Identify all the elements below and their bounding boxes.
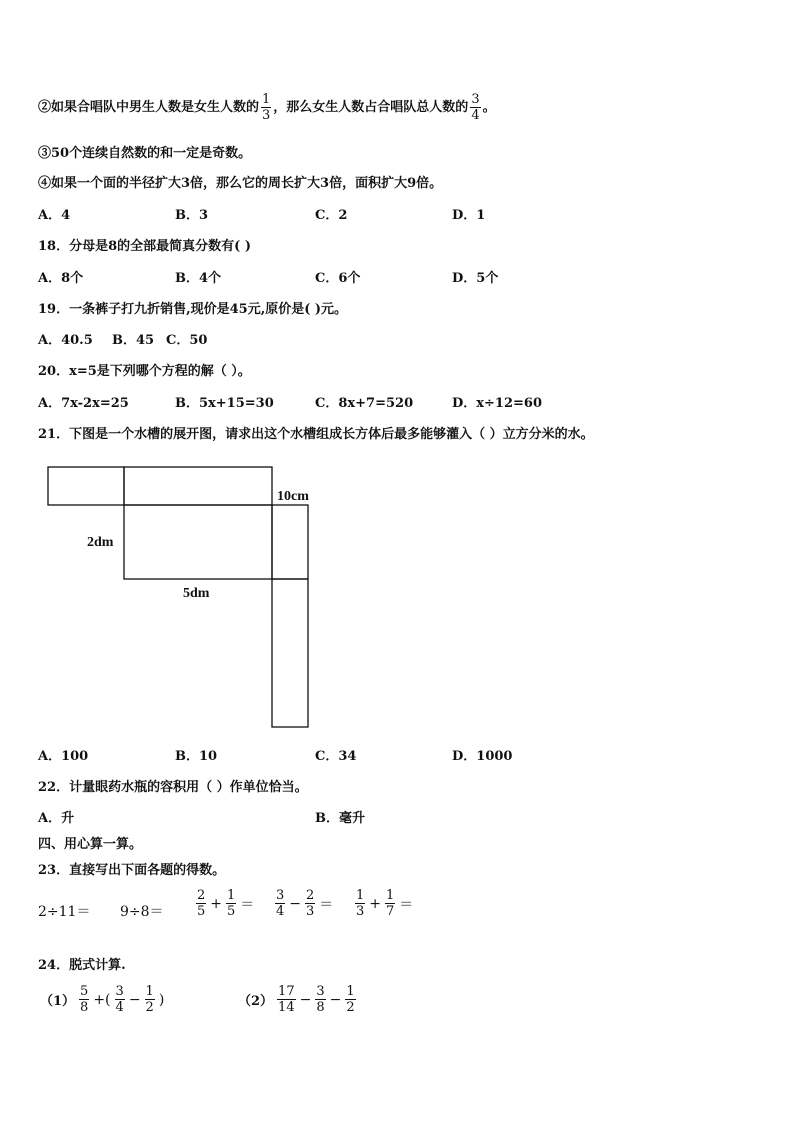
question-24: 24．脱式计算.	[38, 958, 126, 973]
question-21: 21．下图是一个水槽的展开图，请求出这个水槽组成长方体后最多能够灌入（ ）立方分米的水。	[38, 427, 594, 442]
q21-option-c[interactable]: C．34	[315, 749, 357, 764]
q24-part-1: （1） $\frac{5}{8}$ +( $\frac{3}{4}$ − $\frac{1}{2}$ )	[40, 984, 165, 1015]
question-23: 23．直接写出下面各题的得数。	[38, 863, 226, 878]
q17-option-a[interactable]: A．4	[38, 208, 71, 223]
q19-option-c[interactable]: C．50	[166, 333, 208, 348]
label-length-5dm: 5dm	[183, 586, 210, 601]
q22-option-b[interactable]: B．毫升	[315, 811, 365, 826]
q21-option-d[interactable]: D．1000	[452, 749, 513, 764]
q23-expr-1: 2÷11＝	[38, 904, 91, 920]
statement-2-prefix: ②如果合唱队中男生人数是女生人数的	[38, 100, 260, 115]
q23-expr-4: $\frac{3}{4}$ − $\frac{2}{3}$ ＝	[276, 888, 334, 919]
q19-option-a[interactable]: A．40.5	[38, 333, 93, 348]
net-top-left-face	[48, 467, 124, 505]
q18-option-a[interactable]: A．8个	[38, 271, 84, 286]
q21-option-a[interactable]: A．100	[38, 749, 89, 764]
q20-option-b[interactable]: B．5x+15=30	[175, 396, 274, 411]
section-4-heading: 四、用心算一算。	[38, 837, 143, 852]
q23-expr-5: $\frac{1}{3}$ + $\frac{1}{7}$ ＝	[356, 888, 414, 919]
fraction-three-quarters: $\frac{3}{4}$	[471, 92, 480, 123]
q20-option-d[interactable]: D．x÷12=60	[452, 396, 542, 411]
q22-option-a[interactable]: A．升	[38, 811, 75, 826]
q24-part-2: （2） $\frac{17}{14}$ − $\frac{3}{8}$ − $\frac{1}{2}$	[238, 984, 355, 1015]
label-height-10cm: 10cm	[277, 489, 309, 504]
statement-2-middle: ，那么女生人数占合唱队总人数的	[273, 100, 469, 115]
statement-2: ②如果合唱队中男生人数是女生人数的 $\frac{1}{3}$ ，那么女生人数占合唱队总人数的 $\frac{3}{4}$ 。	[38, 92, 496, 123]
q18-option-b[interactable]: B．4个	[175, 271, 222, 286]
net-lower-face	[272, 579, 308, 727]
water-tank-net-figure	[47, 466, 317, 732]
question-18: 18．分母是8的全部最简真分数有( )	[38, 239, 251, 254]
net-bottom-face	[124, 505, 272, 579]
net-right-face	[272, 505, 308, 579]
statement-4: ④如果一个面的半径扩大3倍，那么它的周长扩大3倍，面积扩大9倍。	[38, 176, 443, 191]
fraction-one-third: $\frac{1}{3}$	[262, 92, 271, 123]
statement-3: ③50个连续自然数的和一定是奇数。	[38, 146, 252, 161]
q23-expr-2: 9÷8＝	[120, 904, 164, 920]
q17-option-b[interactable]: B．3	[175, 208, 209, 223]
question-19: 19．一条裤子打九折销售,现价是45元,原价是( )元。	[38, 302, 348, 317]
q20-option-c[interactable]: C．8x+7=520	[315, 396, 414, 411]
q17-option-d[interactable]: D．1	[452, 208, 486, 223]
q18-option-d[interactable]: D．5个	[452, 271, 499, 286]
q21-option-b[interactable]: B．10	[175, 749, 218, 764]
q20-option-a[interactable]: A．7x-2x=25	[38, 396, 129, 411]
q23-expr-3: $\frac{2}{5}$ + $\frac{1}{5}$ ＝	[197, 888, 255, 919]
q18-option-c[interactable]: C．6个	[315, 271, 361, 286]
q19-option-b[interactable]: B．45	[112, 333, 155, 348]
q17-option-c[interactable]: C．2	[315, 208, 348, 223]
question-20: 20．x=5是下列哪个方程的解（ ）。	[38, 364, 251, 379]
net-top-face	[124, 467, 272, 505]
question-22: 22．计量眼药水瓶的容积用（ ）作单位恰当。	[38, 780, 308, 795]
label-width-2dm: 2dm	[87, 535, 114, 550]
